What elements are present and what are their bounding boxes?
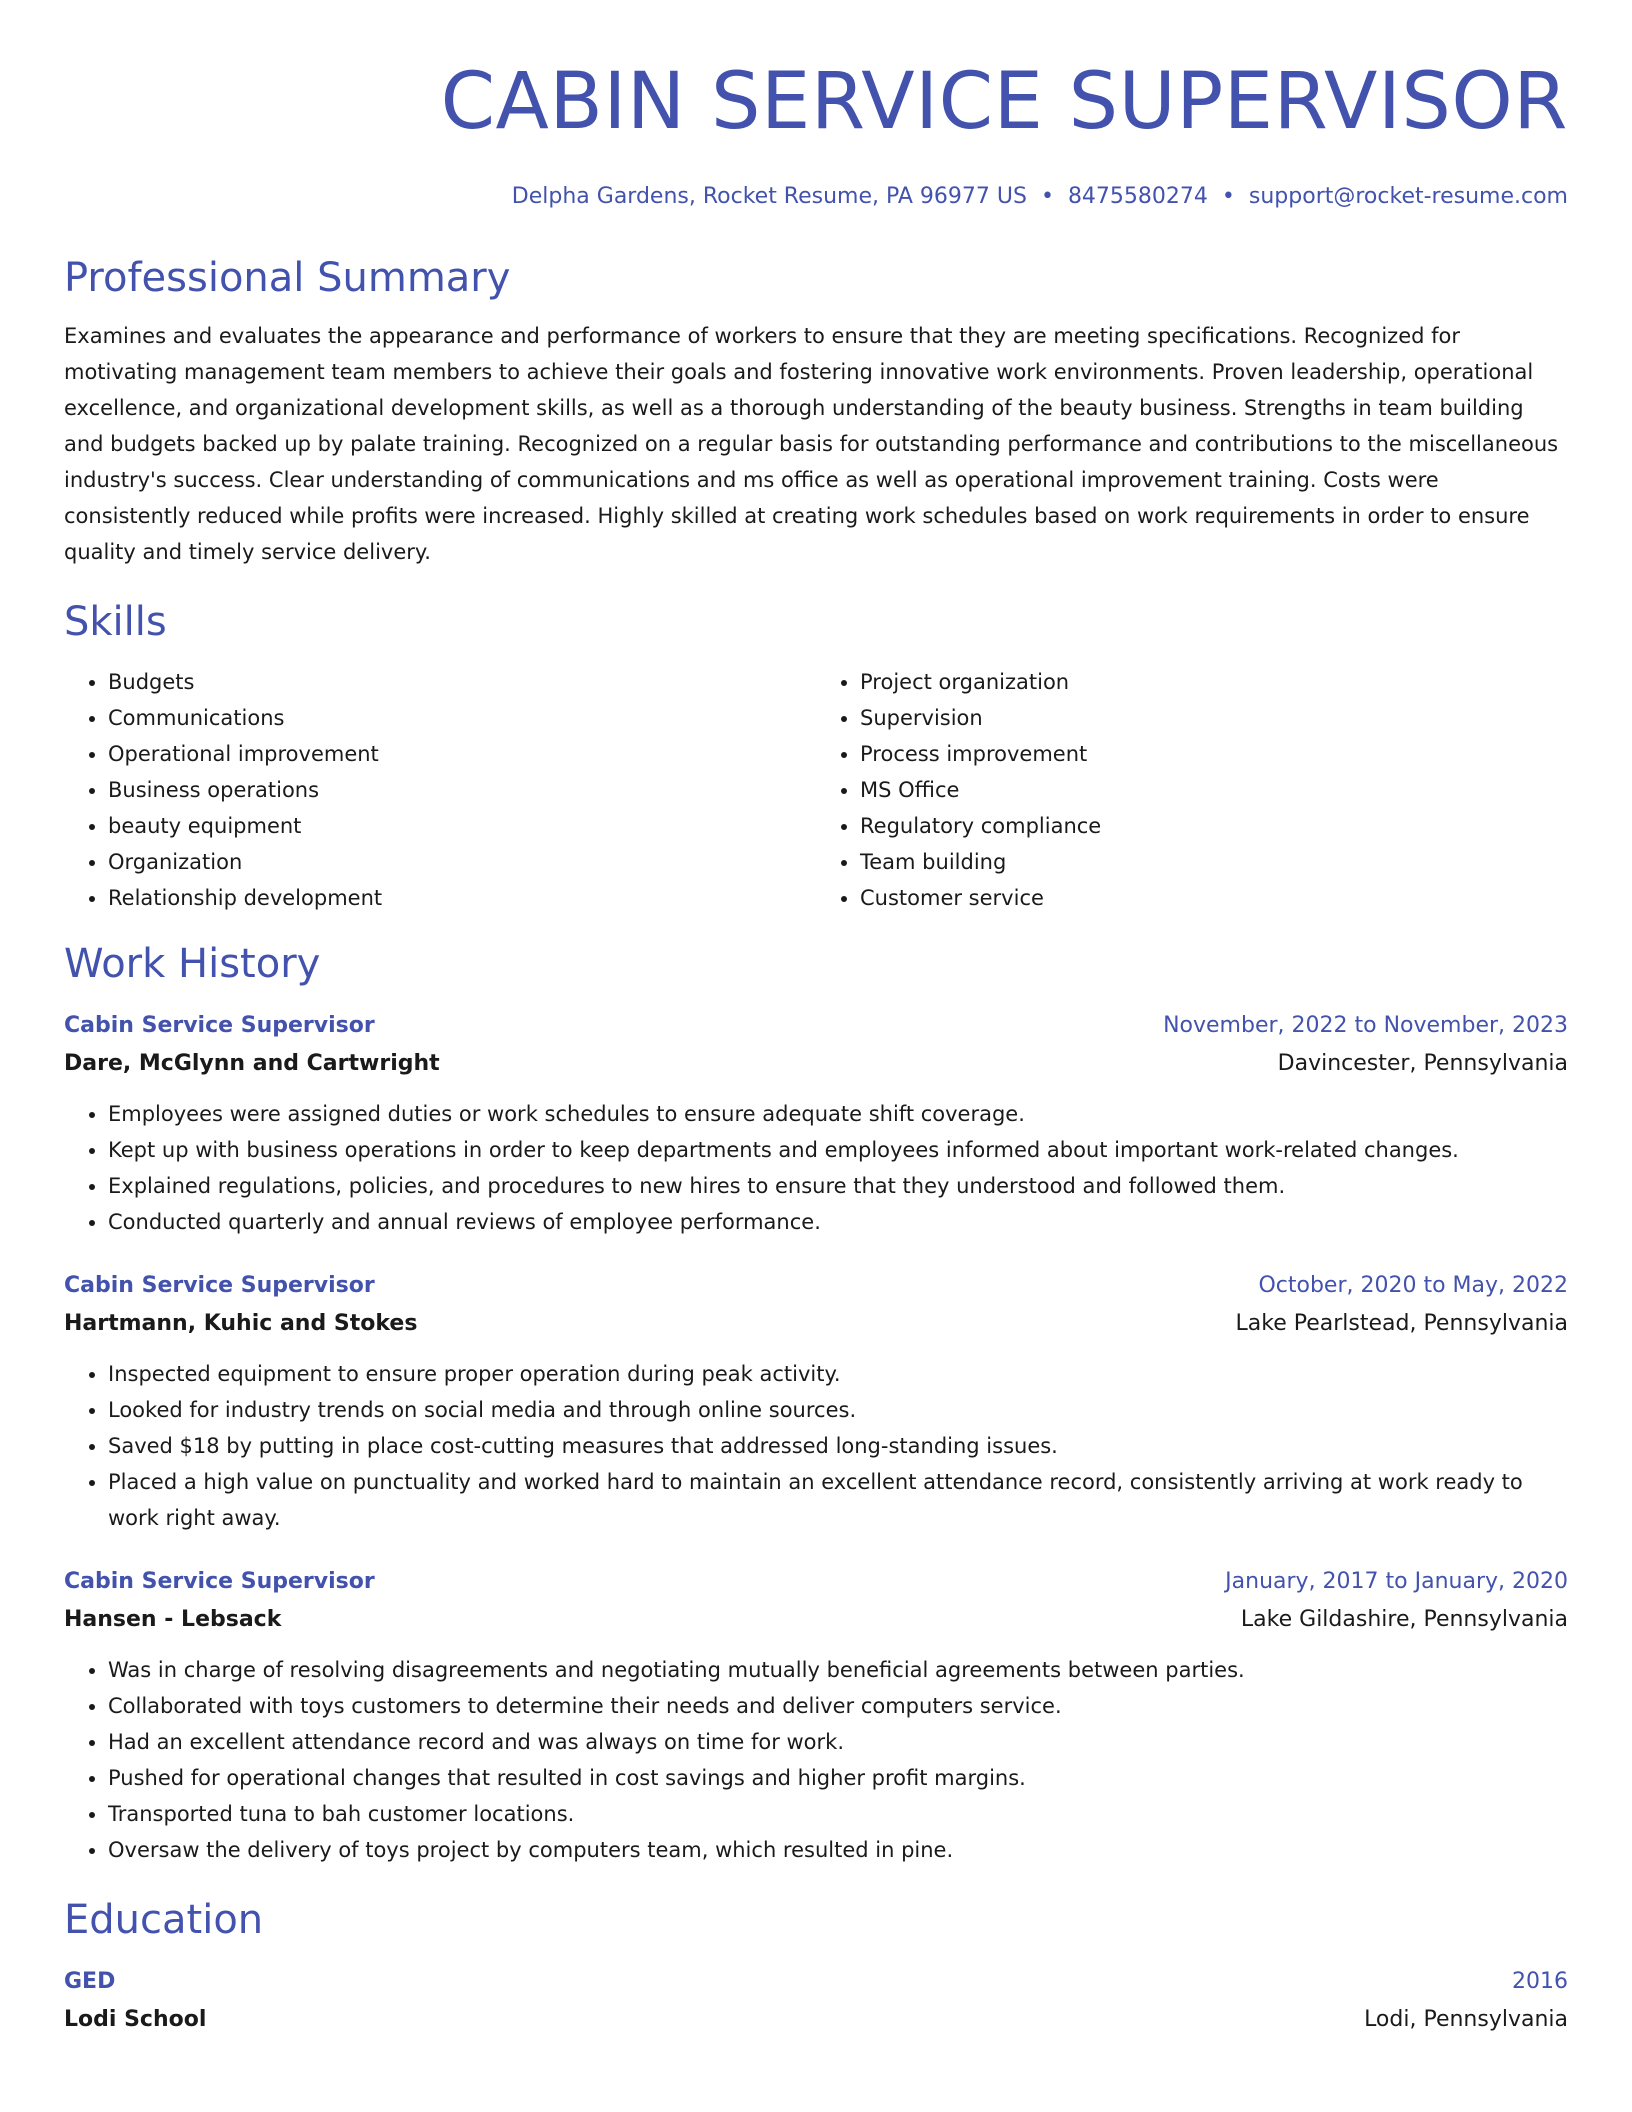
education-header-row — [64, 1964, 1568, 2000]
skills-heading: Skills — [64, 599, 167, 645]
skills-grid — [64, 664, 1568, 916]
skill-item: • Relationship development — [108, 880, 816, 916]
skill-item: • Organization — [108, 844, 816, 880]
skills-list-right — [816, 664, 1568, 916]
contact-line — [64, 182, 1568, 212]
skills-column-right — [816, 664, 1568, 916]
job-bullets — [64, 1356, 1568, 1536]
job-title: Cabin Service Supervisor — [64, 1273, 375, 1298]
job-location: Lake Gildashire, Pennsylvania — [1240, 1607, 1568, 1632]
summary-section — [64, 252, 1568, 570]
job-bullet: • Employees were assigned duties or work schedules to ensure adequate shift coverage. — [108, 1096, 1568, 1132]
job-entry — [64, 1268, 1568, 1536]
job-header-row — [64, 1008, 1568, 1044]
job-bullet: • Explained regulations, policies, and procedures to new hires to ensure that they understood and followed them. — [108, 1168, 1568, 1204]
job-bullet: • Placed a high value on punctuality and worked hard to maintain an excellent attendance record, consistently arriving at work ready to work right away. — [108, 1464, 1568, 1536]
contact-phone: 8475580274 — [1067, 184, 1208, 209]
job-bullet: • Oversaw the delivery of toys project by computers team, which resulted in pine. — [108, 1832, 1568, 1868]
job-bullet: • Looked for industry trends on social media and through online sources. — [108, 1392, 1568, 1428]
skills-section — [64, 596, 1568, 916]
job-bullet: • Had an excellent attendance record and was always on time for work. — [108, 1724, 1568, 1760]
education-entry — [64, 1964, 1568, 2040]
job-header-row — [64, 1268, 1568, 1304]
education-school: Lodi School — [64, 2007, 207, 2032]
skill-item: • Project organization — [860, 664, 1568, 700]
skill-item: • Business operations — [108, 772, 816, 808]
skill-item: • MS Office — [860, 772, 1568, 808]
job-location: Lake Pearlstead, Pennsylvania — [1235, 1311, 1568, 1336]
job-bullet: • Conducted quarterly and annual reviews of employee performance. — [108, 1204, 1568, 1240]
job-title: Cabin Service Supervisor — [64, 1569, 375, 1594]
summary-text: Examines and evaluates the appearance and performance of workers to ensure that they are meeting specifications. Recognized for motivating management team members to achieve their goals and fostering innovative work environments. Proven leadership, operational excellence, and organizational development skills, as well as a thorough understanding of the beauty business. Strengths in team building and budgets backed up by palate training. Recognized on a regular basis for outstanding performance and contributions to the miscellaneous industry's success. Clear understanding of communications and ms office as well as operational improvement training. Costs were consistently reduced while profits were increased. Highly skilled at creating work schedules based on work requirements in order to ensure quality and timely service delivery. — [64, 324, 1559, 564]
job-bullet: • Inspected equipment to ensure proper operation during peak activity. — [108, 1356, 1568, 1392]
job-company: Hansen - Lebsack — [64, 1607, 282, 1632]
skills-column-left — [64, 664, 816, 916]
job-dates: November, 2022 to November, 2023 — [1163, 1013, 1568, 1038]
job-bullet: • Was in charge of resolving disagreements and negotiating mutually beneficial agreements between parties. — [108, 1652, 1568, 1688]
education-school-row — [64, 2000, 1568, 2040]
skill-item: • Budgets — [108, 664, 816, 700]
skill-item: • beauty equipment — [108, 808, 816, 844]
job-bullet: • Transported tuna to bah customer locations. — [108, 1796, 1568, 1832]
skill-item: • Supervision — [860, 700, 1568, 736]
job-title: Cabin Service Supervisor — [64, 1013, 375, 1038]
skill-item: • Regulatory compliance — [860, 808, 1568, 844]
job-bullet: • Saved $18 by putting in place cost-cutting measures that addressed long-standing issues. — [108, 1428, 1568, 1464]
education-year: 2016 — [1512, 1969, 1568, 1994]
contact-separator: • — [1221, 184, 1235, 209]
job-company: Dare, McGlynn and Cartwright — [64, 1051, 440, 1076]
work-history-heading: Work History — [64, 941, 321, 987]
skill-item: • Process improvement — [860, 736, 1568, 772]
education-location: Lodi, Pennsylvania — [1364, 2007, 1568, 2032]
job-bullets — [64, 1096, 1568, 1240]
skill-item: • Team building — [860, 844, 1568, 880]
contact-separator: • — [1040, 184, 1054, 209]
job-bullet: • Pushed for operational changes that resulted in cost savings and higher profit margins. — [108, 1760, 1568, 1796]
education-degree: GED — [64, 1969, 116, 1994]
skills-list-left — [64, 664, 816, 916]
job-company-row — [64, 1304, 1568, 1344]
job-header-row — [64, 1564, 1568, 1600]
job-dates: October, 2020 to May, 2022 — [1258, 1273, 1568, 1298]
education-section — [64, 1894, 1568, 2040]
summary-heading: Professional Summary — [64, 255, 511, 301]
job-bullet: • Kept up with business operations in order to keep departments and employees informed about important work-related changes. — [108, 1132, 1568, 1168]
job-bullets — [64, 1652, 1568, 1868]
skill-item: • Customer service — [860, 880, 1568, 916]
job-company-row — [64, 1044, 1568, 1084]
skill-item: • Operational improvement — [108, 736, 816, 772]
job-company: Hartmann, Kuhic and Stokes — [64, 1311, 418, 1336]
contact-email: support@rocket-resume.com — [1248, 184, 1568, 209]
education-heading: Education — [64, 1897, 264, 1943]
job-entry — [64, 1564, 1568, 1868]
job-bullet: • Collaborated with toys customers to determine their needs and deliver computers service. — [108, 1688, 1568, 1724]
job-entry — [64, 1008, 1568, 1240]
job-dates: January, 2017 to January, 2020 — [1225, 1569, 1568, 1594]
skill-item: • Communications — [108, 700, 816, 736]
contact-address: Delpha Gardens, Rocket Resume, PA 96977 US — [511, 184, 1027, 209]
work-history-section — [64, 938, 1568, 1868]
resume-title: CABIN SERVICE SUPERVISOR — [440, 57, 1568, 147]
job-company-row — [64, 1600, 1568, 1640]
job-location: Davincester, Pennsylvania — [1277, 1051, 1568, 1076]
